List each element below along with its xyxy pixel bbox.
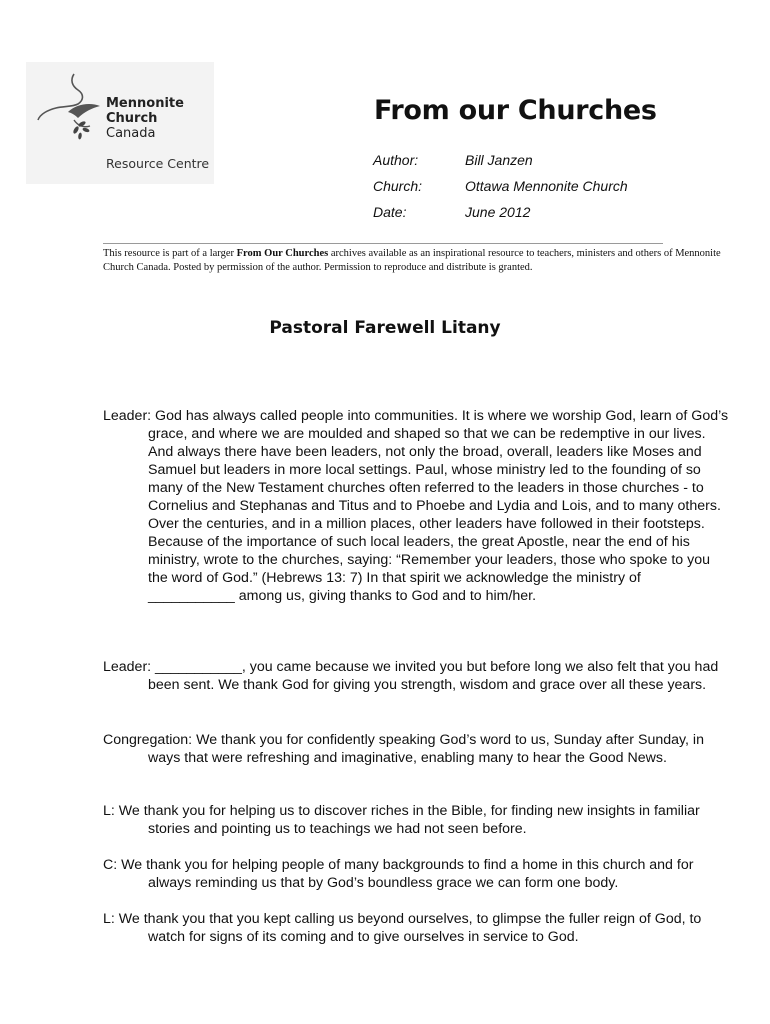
notice-text-end: archives available as an inspirational resource to teachers, ministers and others of Mennonite Church Canada. Posted by permission of the author. Permission to reproduce and distribute is granted. — [103, 248, 721, 273]
date-value: June 2012 — [465, 204, 531, 220]
church-row — [373, 178, 628, 204]
litany-paragraph-congregation: Congregation: We thank you for confidently speaking God’s word to us, Sunday after Sunday, in ways that were refreshing and imaginative, enabling many to hear the Good News. — [103, 732, 704, 766]
church-label: Church: — [373, 178, 423, 194]
logo-subtitle: Resource Centre — [106, 156, 210, 171]
date-row — [373, 204, 628, 230]
header-divider — [103, 243, 663, 244]
permission-notice — [103, 247, 733, 275]
author-value: Bill Janzen — [465, 152, 533, 168]
litany-paragraph-congregation-home: C: We thank you for helping people of many backgrounds to find a home in this church and for always reminding us that by God’s boundless grace we can form one body. — [103, 857, 694, 891]
litany-title: Pastoral Farewell Litany — [269, 318, 501, 338]
organization-logo — [26, 62, 214, 184]
notice-archive-name: From Our Churches — [236, 248, 329, 259]
author-label: Author: — [373, 152, 419, 168]
date-label: Date: — [373, 204, 407, 220]
church-value: Ottawa Mennonite Church — [465, 178, 628, 194]
litany-paragraph-leader-welcome: Leader: ___________, you came because we invited you but before long we also felt that you had been sent. We thank God for giving you strength, wisdom and grace over all these years. — [103, 659, 719, 693]
dove-logo-icon — [34, 70, 110, 142]
notice-text-start: This resource is part of a larger — [103, 248, 237, 259]
logo-line-church: Church — [106, 111, 158, 126]
logo-wordmark — [106, 96, 184, 141]
litany-paragraph-leader-intro: Leader: God has always called people into communities. It is where we worship God, learn of God’s grace, and where we are moulded and shaped so that we can be redemptive in our lives. And always there have been leaders, not only the broad, overall, leaders like Moses and Samuel but leaders in more local settings. Paul, whose ministry led to the founding of so many of the New Testament churches often referred to the leaders in those churches - to Cornelius and Stephanas and Titus and to Phoebe and Lydia and Lois, and to many others. Over the centuries, and in a million places, other leaders have followed in their footsteps. Because of the importance of such local leaders, the great Apostle, near the end of his ministry, wrote to the churches, saying: “Remember your leaders, those who spoke to you the word of God.” (Hebrews 13: 7) In that spirit we acknowledge the ministry of ___________ among us, giving thanks to God and to him/her. — [103, 408, 729, 604]
document-metadata — [373, 152, 628, 230]
logo-line-mennonite: Mennonite — [106, 96, 184, 111]
logo-line-canada: Canada — [106, 126, 156, 141]
author-row — [373, 152, 628, 178]
litany-paragraph-leader-bible: L: We thank you for helping us to discover riches in the Bible, for finding new insights in familiar stories and pointing us to teachings we had not seen before. — [103, 803, 700, 837]
litany-paragraph-leader-reign: L: We thank you that you kept calling us beyond ourselves, to glimpse the fuller reign of God, to watch for signs of its coming and to give ourselves in service to God. — [103, 911, 702, 945]
series-heading: From our Churches — [374, 95, 657, 126]
